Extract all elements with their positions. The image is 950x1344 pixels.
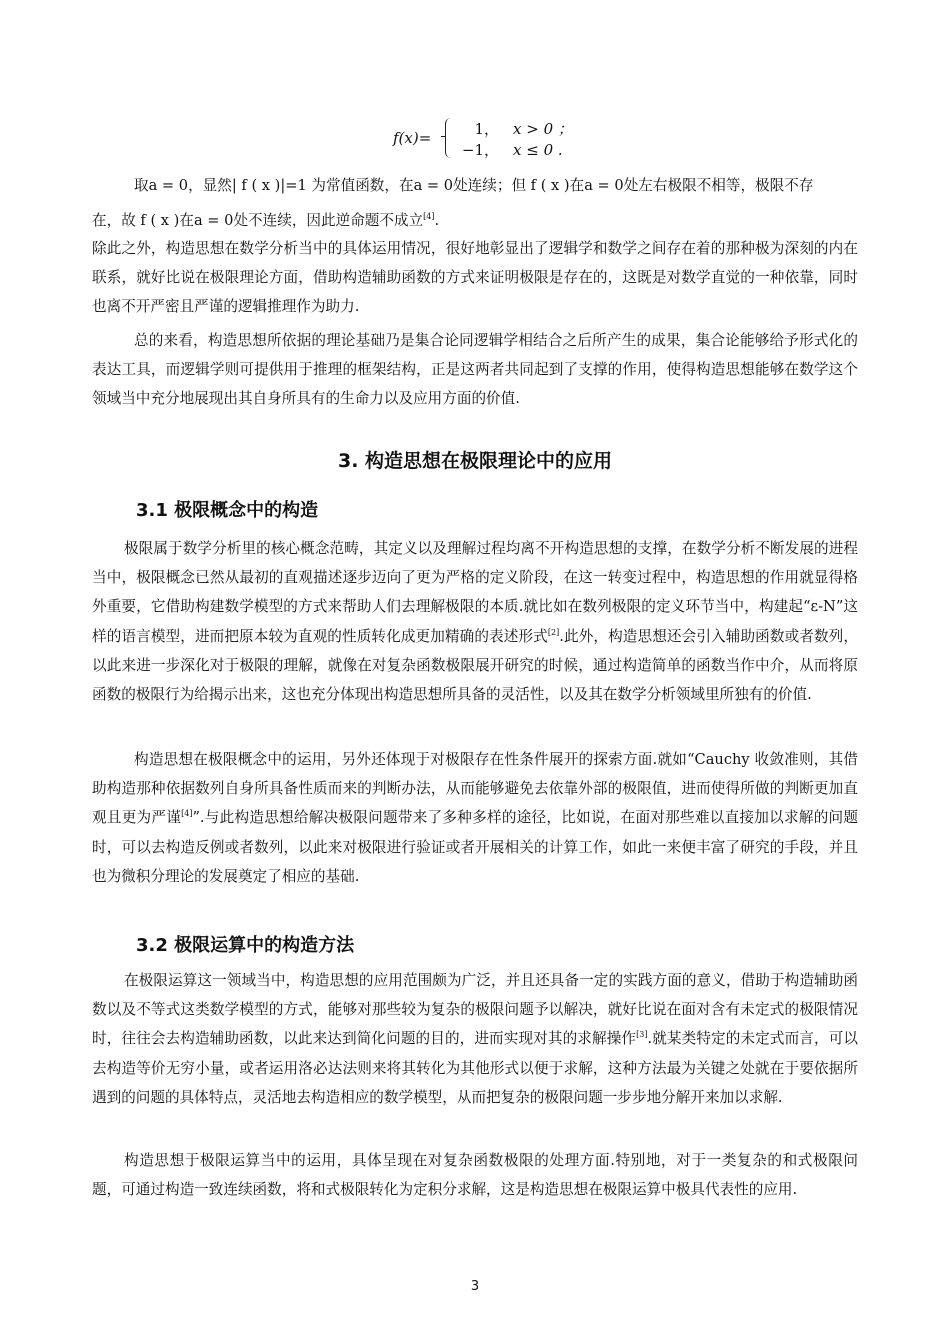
citation-ref: [3] (636, 1030, 648, 1040)
citation-ref: [4] (181, 809, 193, 819)
section-3-2-paragraph-2: 构造思想于极限运算当中的运用，具体呈现在对复杂函数极限的处理方面.特别地，对于一类复杂的和式极限问题，可通过构造一致连续函数，将和式极限转化为定积分求解，这是构造思想在极限运算中极具代表性的应用. (92, 1152, 858, 1199)
formula-case-1-value: 1， (474, 120, 499, 138)
section-3-1-paragraph-2 (92, 745, 858, 891)
formula-case-1 (457, 118, 573, 139)
citation-ref: [4] (423, 212, 435, 221)
counterexample-line-2-text: 在，故 f ( x )在a = 0处不连续，因此逆命题不成立 (92, 212, 424, 229)
formula-case-2-condition: x ≤ 0 . (513, 141, 563, 159)
section-3-2-paragraph-1 (92, 966, 858, 1112)
section-3-1-paragraph-1 (92, 534, 858, 709)
paragraph-besides: 除此之外，构造思想在数学分析当中的具体运用情况，很好地彰显出了逻辑学和数学之间存在着的那种极为深刻的内在联系，就好比说在极限理论方面，借助构造辅助函数的方式来证明极限是存在的，这既是对数学直觉的一种依靠，同时也离不开严密且严谨的逻辑推理作为助力. (92, 240, 858, 316)
paragraph-summary: 总的来看，构造思想所依据的理论基础乃是集合论同逻辑学相结合之后所产生的成果，集合论能够给予形式化的表达工具，而逻辑学则可提供用于推理的框架结构，正是这两者共同起到了支撑的作用，使得构造思想能够在数学这个领域当中充分地展现出其自身所具有的生命力以及应用方面的价值. (92, 332, 858, 408)
counterexample-line-2 (92, 202, 858, 235)
piecewise-formula (393, 118, 633, 162)
formula-case-1-condition: x > 0 ； (513, 120, 573, 138)
section-3-2-title: 3.2 极限运算中的构造方法 (136, 935, 355, 956)
section-3-2-p1-text-a: 在极限运算这一领域当中，构造思想的应用范围颇为广泛，并且还具备一定的实践方面的意义，借助于构造辅助函数以及不等式这类数学模型的方式，能够对那些较为复杂的极限问题予以解决，就好比说在面对含有未定式的极限情况时，往往会去构造辅助函数，以此来达到简化问题的目的，进而实现对其的求解操作 (92, 972, 858, 1048)
formula-case-2 (457, 139, 563, 160)
section-3-1-p2-text-b: ”.与此构造思想给解决极限问题带来了多种多样的途径，比如说，在面对那些难以直接加以求解的问题时，可以去构造反例或者数列，以此来对极限进行验证或者开展相关的计算工作，如此一来便丰富了研究的手段，并且也为微积分理论的发展奠定了相应的基础. (92, 809, 858, 885)
section-3-title: 3. 构造思想在极限理论中的应用 (337, 450, 613, 472)
counterexample-line-2-end: . (434, 212, 440, 229)
section-3-1-p1-text-b: .此外，构造思想还会引入辅助函数或者数列，以此来进一步深化对于极限的理解，就像在对复杂函数极限展开研究的时候，通过构造简单的函数当作中介，从而将原函数的极限行为给揭示出来，这也充分体现出构造思想所具备的灵活性，以及其在数学分析领域里所独有的价值. (92, 627, 858, 704)
section-3-2-p1-text-b: .就某类特定的未定式而言，可以去构造等价无穷小量，或者运用洛必达法则来将其转化为其他形式以便于求解，这种方法最为关键之处就在于要依据所遇到的问题的具体特点，灵活地去构造相应的数学模型，从而把复杂的极限问题一步步地分解开来加以求解. (92, 1030, 858, 1106)
formula-brace (445, 118, 452, 158)
counterexample-line-1: 取a = 0，显然| f ( x )|=1 为常值函数，在a = 0处连续；但 f ( x )在a = 0处左右极限不相等，极限不存 (134, 177, 814, 194)
page-number: 3 (470, 1279, 480, 1294)
formula-lhs: f(x)= (393, 129, 432, 147)
citation-ref: [2] (547, 627, 560, 637)
formula-case-2-value: −1， (461, 141, 499, 159)
formula-brace-tip (441, 136, 446, 138)
section-3-1-p2-text-a: 构造思想在极限概念中的运用，另外还体现于对极限存在性条件展开的探索方面.就如“Cauchy 收敛准则，其借助构造那种依据数列自身所具备性质而来的判断办法，从而能够避免去依靠外部的极限值，进而使得所做的判断更加直观且更为严谨 (92, 751, 858, 827)
section-3-1-title: 3.1 极限概念中的构造 (136, 500, 319, 521)
section-3-1-p1-text-a: 极限属于数学分析里的核心概念范畴，其定义以及理解过程均离不开构造思想的支撑，在数学分析不断发展的进程当中，极限概念已然从最初的直观描述逐步迈向了更为严格的定义阶段，在这一转变过程中，构造思想的作用就显得格外重要，它借助构建数学模型的方式来帮助人们去理解极限的本质.就比如在数列极限的定义环节当中，构建起“ε-N”这样的语言模型，进而把原本较为直观的性质转化成更加精确的表述形式 (92, 540, 858, 645)
